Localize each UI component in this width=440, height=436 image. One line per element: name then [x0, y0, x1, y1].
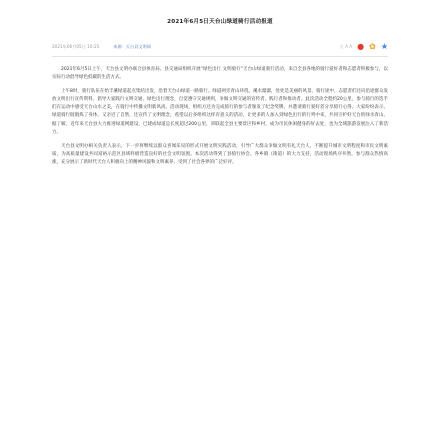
page-title: 2021年6月5日天台山绿道骑行活动报道 — [167, 19, 273, 25]
font-size-switcher[interactable]: 大 A A — [339, 44, 353, 49]
publish-date: 2021年06月05日 10:25 — [52, 44, 100, 49]
qzone-icon[interactable]: ★ — [380, 42, 388, 51]
weibo-icon[interactable]: ● — [357, 42, 365, 51]
header-divider — [52, 56, 388, 57]
article-body — [52, 66, 388, 173]
article-meta-bar — [52, 42, 388, 52]
article-paragraph: 天台县文明办相关负责人表示，下一步将继续以群众喜闻乐见的形式开展文明实践活动，引导广大群众争做文明有礼天台人，不断提升城市文明程度和市民文明素质，为高质量建设共同富裕示范区县域样板营造良好的社会文明氛围。本次活动得到了县骑行协会、各乡镇（街道）的大力支持，活动现场秩序井然，参与群众热情高涨，充分展示了新时代天台人积极向上的精神风貌和文明素养，受到了社会各界的广泛好评。 — [52, 143, 388, 165]
meta-tools — [340, 43, 388, 51]
meta-info — [52, 44, 151, 50]
article-paragraph: 上午8时，骑行队伍在始丰溪绿道起点集结出发，沿着天台山绿道一路骑行。绿道两旁青山环绕、溪水潺潺，处处是美丽的风景。骑行途中，志愿者们还向沿途群众发放文明出行宣传资料，倡导大家践行文明交通、绿色出行理念，自觉遵守交通规则，争做文明交通的宣传者、践行者和推动者。此次活动全程约20公里，参与骑行的选手们在运动中感受天台山水之美，在骑行中传播文明新风尚。活动现场，组织方还为完成骑行的参与者颁发了纪念奖牌，并邀请骑行爱好者分享骑行心得。大家纷纷表示，绿道骑行既锻炼了身体，又亲近了自然，还宣传了文明理念，希望以后多组织这样有意义的活动，让更多的人加入到绿色出行的行列中来，共同守护好天台的绿水青山。据了解，近年来天台县大力推进绿道网建设，已建成绿道总长度超过200公里，串联起全县主要景区和乡村，成为市民休闲健身的好去处，也为全域旅游发展注入了新活力。 — [52, 89, 388, 135]
article-paragraph: 2021年6月5日上午，天台县文明办联合县体育局、县交通局组织开展“绿色出行 文明骑行”天台山绿道骑行活动，来自全县各地的骑行爱好者和志愿者积极参与，以实际行动倡导绿色低碳的生活方式。 — [52, 67, 388, 81]
wechat-icon[interactable]: ✿ — [369, 42, 376, 51]
article-source[interactable]: 来源：天台县文明网 — [113, 44, 151, 49]
